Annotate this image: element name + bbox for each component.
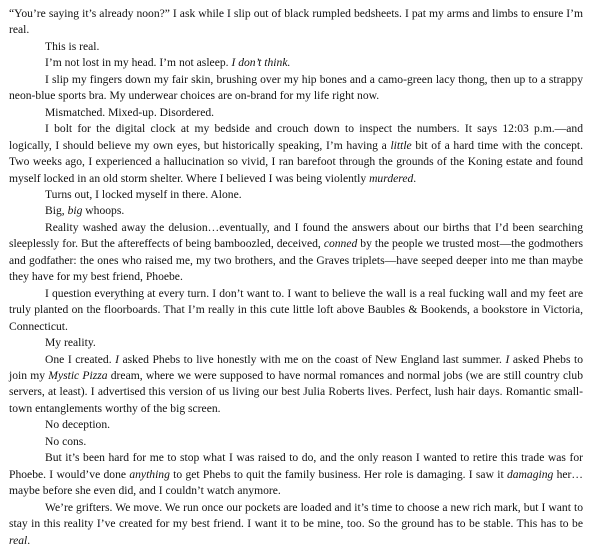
italic-text: I [505,352,510,366]
text-run: . [27,533,31,547]
text-run: “You’re saying it’s already noon?” I ask while I slip out of black rumpled bedsheets. I pat my arms and limbs to ensure I’m real. [9,7,583,37]
paragraph [9,286,583,335]
text-run: No deception. [45,418,111,432]
paragraph [9,500,583,549]
paragraph [9,352,583,418]
text-run: her…maybe before she even did, and I couldn’t watch anymore. [9,467,584,498]
paragraph [9,55,583,71]
paragraph [9,187,583,203]
italic-text: little [390,138,412,152]
paragraph [9,434,583,450]
italic-text: real [9,533,28,547]
italic-text: anything [129,467,170,481]
text-run: I bolt for the digital clock at my bedside and crouch down to inspect the numbers. It says 12:03 p.m.—and logically, I should believe my own eyes, but historically speaking, I’m having a [9,122,583,152]
text-run: This is real. [45,39,100,53]
italic-text: I don’t think. [231,56,291,70]
text-run: dream, where we were supposed to have normal romances and normal jobs (we are still country club servers, at least). I advertised this version of us living our best Julia Roberts lives. Perfect, lush hair days. Romantic small-town entanglements worthy of the big screen. [9,368,583,415]
text-run: by the people we trusted most—the godmothers and godfather: the ones who raised me, my two brothers, and the Graves triplets—have seeped deeper into me than maybe they have for my best friend, Phoebe. [9,237,583,284]
italic-text: big [67,204,83,218]
paragraph [9,220,583,286]
text-run: One I created. [45,352,116,366]
paragraph [9,39,583,55]
paragraph [9,72,583,105]
italic-text: murdered [369,171,414,185]
text-run: I question everything at every turn. I don’t want to. I want to believe the wall is a real fucking wall and my feet are truly planted on the floorboards. That I’m really in this cute little loft above Baubles & Bookends, a bookstore in Victoria, Connecticut. [9,286,583,333]
paragraph [9,203,583,219]
italic-text: Mystic Pizza [48,368,108,382]
text-run: Turns out, I locked myself in there. Alone. [45,187,242,201]
paragraph [9,121,583,187]
text-run: whoops. [82,204,125,218]
text-run: Mismatched. Mixed-up. Disordered. [45,105,215,119]
paragraph [9,450,583,499]
text-run: bit of a hard time with the concept. Two weeks ago, I experienced a hallucination so vivid, I ran barefoot through the grounds of the Koning estate and found myself locked in an old storm shelter. Where I believed I was being violently [9,138,584,185]
paragraph [9,417,583,433]
text-run: I’m not lost in my head. I’m not asleep. [45,56,232,70]
text-run: No cons. [45,434,87,448]
italic-text: damaging [506,467,554,481]
text-run: asked Phebs to join my [9,352,584,382]
text-run: asked Phebs to live honestly with me on the coast of New England last summer. [119,352,506,366]
paragraph [9,335,583,351]
text-run: Reality washed away the delusion…eventually, and I found the answers about our births that I’d been searching sleeplessly for. But the aftereffects of being bamboozled, deceived, [9,220,583,251]
text-run: to get Phebs to quit the family business. Her role is damaging. I saw it [169,467,507,481]
text-run: I slip my fingers down my fair skin, brushing over my hip bones and a camo-green lacy thong, then up to a strappy neon-blue sports bra. My underwear choices are on-brand for my life right now. [9,72,583,103]
text-run: But it’s been hard for me to stop what I was raised to do, and the only reason I wanted to retire this trade was for Phoebe. I would’ve done [9,451,583,481]
text-run: We’re grifters. We move. We run once our pockets are loaded and it’s time to choose a new rich mark, but I want to stay in this reality I’ve created for my best friend. I want it to be mine, too. So the ground has to be stable. This has to be [9,500,583,531]
text-run: Big, [45,204,68,218]
paragraph [9,6,583,39]
italic-text: I [115,352,119,366]
text-run: My reality. [45,336,96,350]
italic-text: conned [323,237,358,251]
text-run: . [413,171,417,185]
paragraph [9,105,583,121]
